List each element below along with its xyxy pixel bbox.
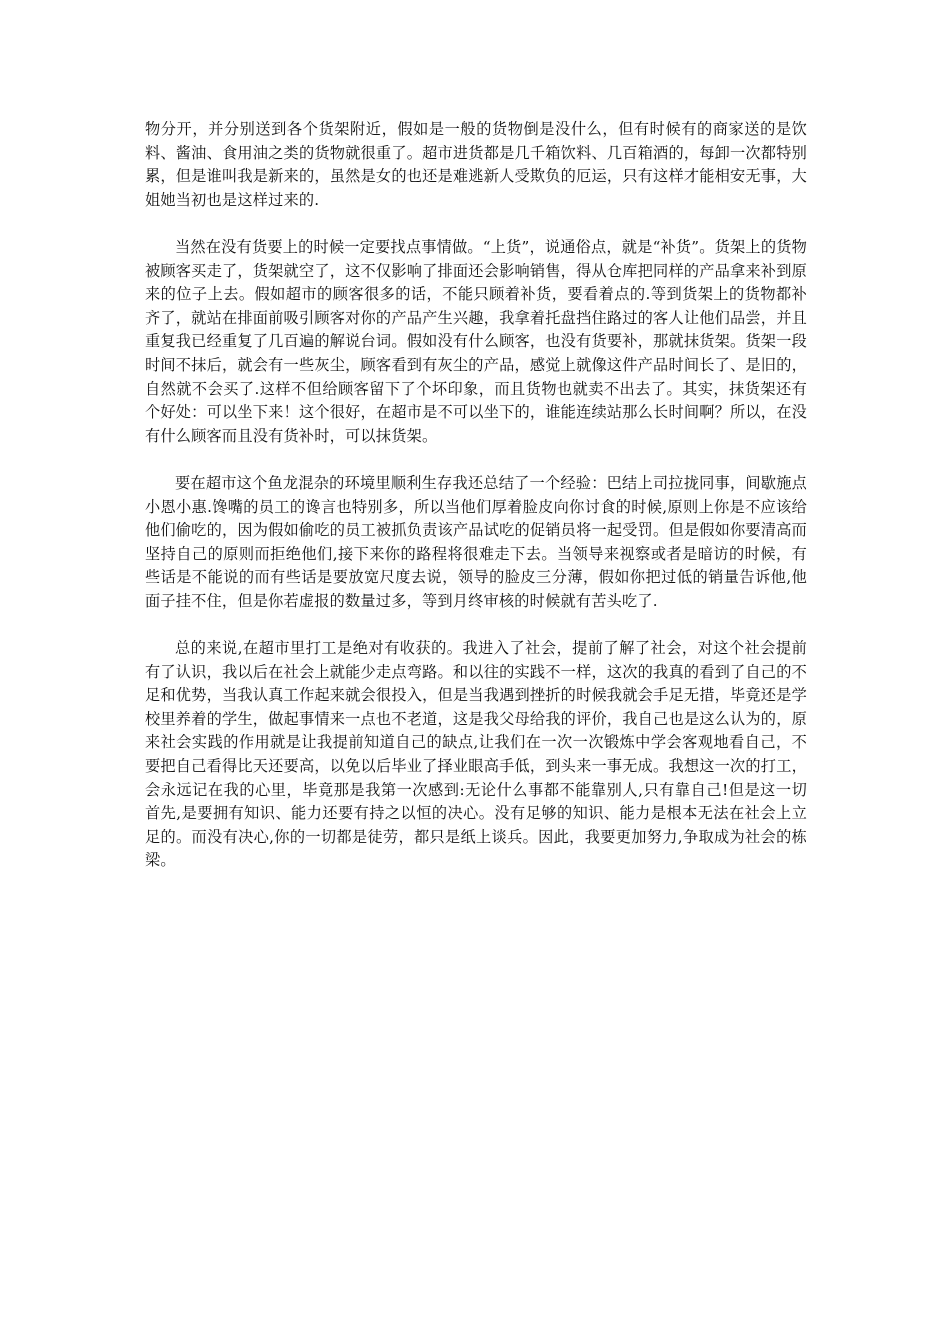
paragraph-4: 总的来说,在超市里打工是绝对有收获的。我进入了社会，提前了解了社会，对这个社会提前有了认识，我以后在社会上就能少走点弯路。和以往的实践不一样，这次的我真的看到了自己的不足和优势，当我认真工作起来就会很投入，但是当我遇到挫折的时候我就会手足无措，毕竟还是学校里养着的学生，做起事情来一点也不老道，这是我父母给我的评价，我自己也是这么认为的，原来社会实践的作用就是让我提前知道自己的缺点,让我们在一次一次锻炼中学会客观地看自己，不要把自己看得比天还要高，以免以后毕业了择业眼高手低，到头来一事无成。我想这一次的打工，会永远记在我的心里，毕竟那是我第一次感到:无论什么事都不能靠别人,只有靠自己!但是这一切首先,是要拥有知识、能力还要有持之以恒的决心。没有足够的知识、能力是根本无法在社会上立足的。而没有决心,你的一切都是徒劳，都只是纸上谈兵。因此，我要更加努力,争取成为社会的栋梁。 [145, 639, 807, 870]
paragraph-3: 要在超市这个鱼龙混杂的环境里顺利生存我还总结了一个经验：巴结上司拉拢同事，间歇施点小恩小惠.馋嘴的员工的谗言也特别多，所以当他们厚着脸皮向你讨食的时候,原则上你是不应该给他们偷吃的，因为假如偷吃的员工被抓负责该产品试吃的促销员将一起受罚。但是假如你要清高而坚持自己的原则而拒绝他们,接下来你的路程将很难走下去。当领导来视察或者是暗访的时候，有些话是不能说的而有些话是要放宽尺度去说，领导的脸皮三分薄，假如你把过低的销量告诉他,他面子挂不住，但是你若虚报的数量过多，等到月终审核的时候就有苦头吃了. [145, 473, 807, 610]
paragraph-1: 物分开，并分别送到各个货架附近，假如是一般的货物倒是没什么，但有时候有的商家送的是饮料、酱油、食用油之类的货物就很重了。超市进货都是几千箱饮料、几百箱酒的，每卸一次都特别累，但是谁叫我是新来的，虽然是女的也还是难逃新人受欺负的厄运，只有这样才能相安无事，大姐她当初也是这样过来的. [145, 120, 807, 209]
document-body [145, 118, 807, 897]
paragraph-2: 当然在没有货要上的时候一定要找点事情做。“上货”，说通俗点，就是“补货”。货架上的货物被顾客买走了，货架就空了，这不仅影响了排面还会影响销售，得从仓库把同样的产品拿来补到原来的位子上去。假如超市的顾客很多的话，不能只顾着补货，要看着点的.等到货架上的货物都补齐了，就站在排面前吸引顾客对你的产品产生兴趣，我拿着托盘挡住路过的客人让他们品尝，并且重复我已经重复了几百遍的解说台词。假如没有什么顾客，也没有货要补，那就抹货架。货架一段时间不抹后，就会有一些灰尘，顾客看到有灰尘的产品，感觉上就像这件产品时间长了、是旧的，自然就不会买了.这样不但给顾客留下了个坏印象，而且货物也就卖不出去了。其实，抹货架还有个好处：可以坐下来！这个很好，在超市是不可以坐下的，谁能连续站那么长时间啊？所以，在没有什么顾客而且没有货补时，可以抹货架。 [145, 237, 807, 445]
